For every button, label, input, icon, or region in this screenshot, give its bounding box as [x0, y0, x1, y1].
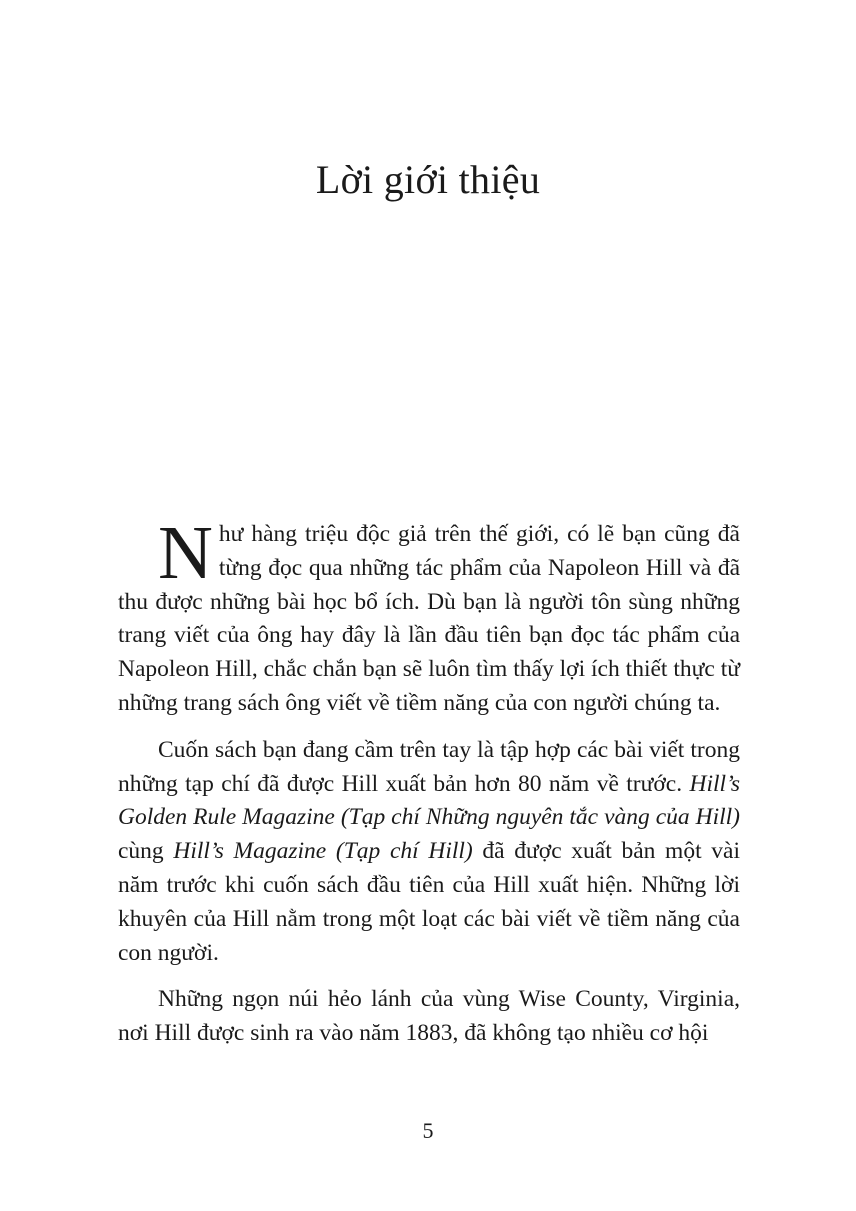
paragraph-2-text-a: Cuốn sách bạn đang cầm trên tay là tập hợp các bài viết trong những tạp chí đã được Hill xuất bản hơn 80 năm về trước.: [118, 736, 740, 797]
paragraph-2-text-b: cùng: [118, 838, 174, 865]
paragraph-2: [118, 734, 740, 971]
paragraph-3: [118, 983, 740, 1051]
paragraph-2-text-c: đã được xuất bản một vài năm trước khi cuốn sách đầu tiên của Hill xuất hiện. Những lời khuyên của Hill nằm trong một loạt các bài viết về tiềm năng của con người.: [118, 838, 740, 966]
paragraph-1-text: hư hàng triệu độc giả trên thế giới, có lẽ bạn cũng đã từng đọc qua những tác phẩm của Napoleon Hill và đã thu được những bài học bổ ích. Dù bạn là người tôn sùng những trang viết của ông hay đây là lần đầu tiên bạn đọc tác phẩm của Napoleon Hill, chắc chắn bạn sẽ luôn tìm thấy lợi ích thiết thực từ những trang sách ông viết về tiềm năng của con người chúng ta.: [118, 521, 740, 716]
chapter-title: Lời giới thiệu: [315, 157, 541, 202]
magazine-title-1: Hill’s Golden Rule Magazine (Tạp chí Những nguyên tắc vàng của Hill): [118, 770, 740, 831]
paragraph-1: [118, 511, 740, 721]
body-text: [118, 511, 740, 1064]
drop-cap: N: [158, 511, 213, 595]
page-number: 5: [422, 1118, 434, 1143]
paragraph-3-text: Những ngọn núi hẻo lánh của vùng Wise County, Virginia, nơi Hill được sinh ra vào năm 1883, đã không tạo nhiều cơ hội: [118, 986, 740, 1047]
magazine-title-2: Hill’s Magazine (Tạp chí Hill): [173, 838, 473, 865]
